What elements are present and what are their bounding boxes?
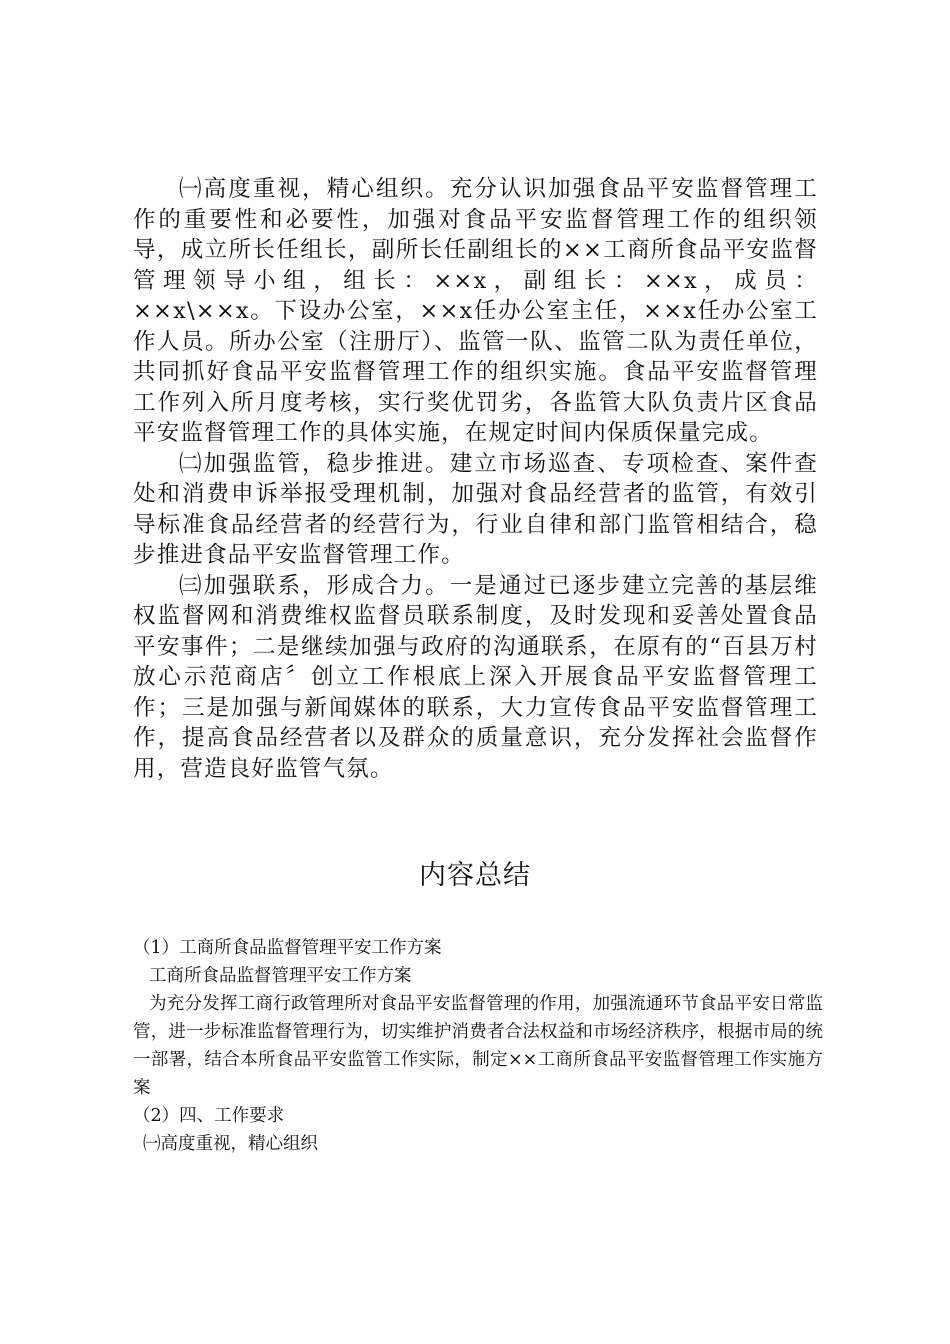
summary-item-1-subtitle: 工商所食品监督管理平安工作方案 (149, 966, 412, 986)
summary-title: 内容总结 (419, 860, 531, 891)
summary-item-1-body: 为充分发挥工商行政管理所对食品平安监督管理的作用，加强流通环节食品平安日常监管，进一步标准监督管理行为，切实维护消费者合法权益和市场经济秩序，根据市局的统一部署，结合本所食品平安监管工作实际，制定××工商所食品平安监督管理工作实施方案 (133, 994, 823, 1098)
summary-item-2-label: （2）四、工作要求 (133, 1106, 285, 1126)
summary-item-2-sub: ㈠高度重视，精心组织 (143, 1134, 318, 1154)
main-body-text (133, 174, 818, 784)
summary-item-1-label: （1）工商所食品监督管理平安工作方案 (133, 938, 442, 958)
paragraph-1: ㈠高度重视，精心组织。充分认识加强食品平安监督管理工作的重要性和必要性，加强对食品平安监督管理工作的组织领导，成立所长任组长，副所长任副组长的××工商所食品平安监督管理领导小组，组长：××x，副组长：××x，成员：××x\××x。下设办公室，××x任办公室主任，××x任办公室工作人员。所办公室（注册厅）、监管一队、监管二队为责任单位，共同抓好食品平安监督管理工作的组织实施。食品平安监督管理工作列入所月度考核，实行奖优罚劣，各监管大队负责片区食品平安监督管理工作的具体实施，在规定时间内保质保量完成。 (133, 176, 818, 446)
paragraph-2: ㈡加强监管，稳步推进。建立市场巡查、专项检查、案件查处和消费申诉举报受理机制，加强对食品经营者的监管，有效引导标准食品经营者的经营行为，行业自律和部门监管相结合，稳步推进食品平安监督管理工作。 (133, 450, 818, 568)
summary-section (133, 934, 823, 1158)
paragraph-3: ㈢加强联系，形成合力。一是通过已逐步建立完善的基层维权监督网和消费维权监督员联系制度，及时发现和妥善处置食品平安事件；二是继续加强与政府的沟通联系，在原有的“百县万村放心示范商店〞创立工作根底上深入开展食品平安监督管理工作；三是加强与新闻媒体的联系，大力宣传食品平安监督管理工作，提高食品经营者以及群众的质量意识，充分发挥社会监督作用，营造良好监管气氛。 (133, 572, 818, 782)
